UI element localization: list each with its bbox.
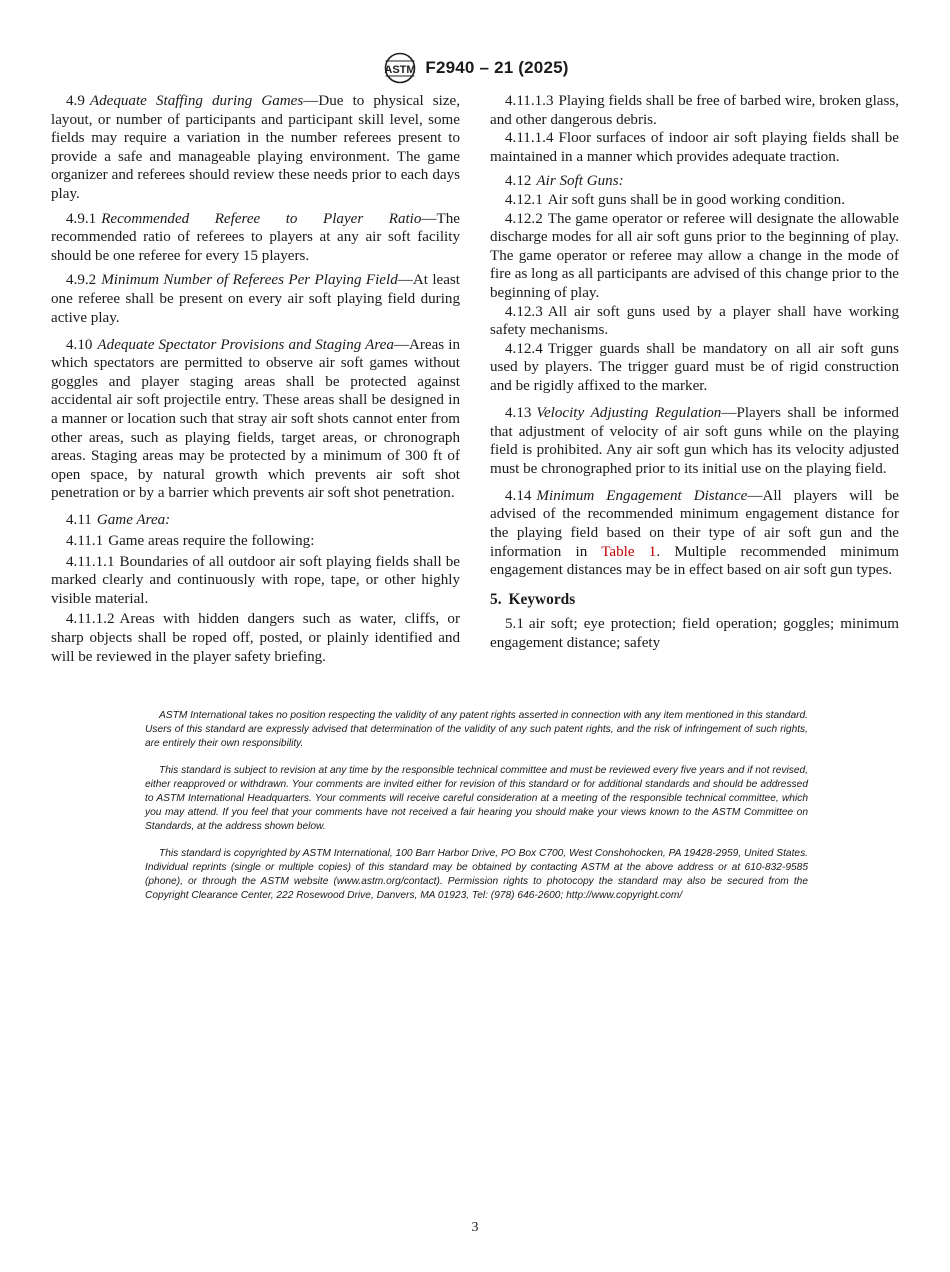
section-text: . Multiple recommended minimum engagement distances may be in effect based on air soft gun types.	[490, 543, 899, 579]
section-text: Areas in which spectators are permitted to observe air soft games without goggles and player staging areas shall be protected against accidental air soft projectile entry. These areas shall be designed in a manner or location such that stray air soft shots cannot enter from other areas, such as playing fields, target areas, or chronograph areas. Staging areas may be protected by a minimum of 300 ft of open space, by natural growth which prevents air soft shot penetration or by a barrier which prevents air soft shot penetration.	[51, 336, 460, 502]
copyright-notice: This standard is copyrighted by ASTM International, 100 Barr Harbor Drive, PO Box C700, West Conshohocken, PA 19428-2959, United States. Individual reprints (single or multiple copies) of this standard may be obtained by contacting ASTM at the above address or at 610-832-9585 (phone), or through the ASTM website (www.astm.org/contact). Permission rights to photocopy the standard may also be secured from the Copyright Clearance Center, 222 Rosewood Drive, Danvers, MA 01923, Tel: (978) 646-2600; http://www.copyright.com/	[145, 848, 808, 901]
section-text: air soft; eye protection; field operation; goggles; minimum engagement distance; safety	[490, 616, 899, 652]
section-number: 4.9.1	[66, 210, 97, 227]
section-4-11	[51, 511, 460, 530]
section-number: 4.11.1.1	[66, 553, 115, 570]
section-4-11-1	[51, 532, 460, 551]
section-4-11-1-3	[490, 92, 899, 129]
section-number: 4.12	[505, 173, 532, 190]
section-number: 4.12.2	[505, 210, 543, 227]
dash: —	[747, 487, 763, 504]
section-text: Trigger guards shall be mandatory on all air soft guns used by players. The trigger guard must be of rigid construction and be rigidly affixed to the marker.	[490, 340, 899, 394]
section-text: All players will be advised of the recommended minimum engagement distance for the playing field based on their type of air soft gun and the information in	[490, 487, 899, 560]
dash: —	[303, 93, 319, 109]
section-number: 4.13	[505, 405, 532, 421]
section-number: 4.12.4	[505, 340, 543, 357]
section-number: 4.10	[66, 336, 93, 353]
section-5-1	[490, 615, 899, 652]
astm-logo-icon	[381, 52, 419, 84]
section-4-12-1	[490, 191, 899, 210]
dash: —	[393, 336, 409, 353]
section-number: 4.11.1.4	[505, 130, 554, 147]
dash: —	[421, 210, 437, 227]
section-number: 4.14	[505, 487, 532, 504]
section-4-13	[490, 404, 899, 478]
section-title: Minimum Engagement Distance	[536, 487, 748, 504]
dash: —	[721, 405, 737, 421]
section-text: Due to physical size, layout, or number of participants and participant skill level, some fields may require a variation in the number referees present to provide a safe and manageable playing environment. The game organizer and referees should review these needs prior to each days play.	[51, 93, 460, 202]
section-number: 4.9	[66, 93, 85, 109]
section-number: 4.11.1	[66, 533, 104, 550]
section-text: All air soft guns used by a player shall have working safety mechanisms.	[490, 303, 899, 339]
section-4-12	[490, 172, 899, 191]
section-title: Adequate Spectator Provisions and Staging Area	[97, 336, 394, 353]
page-header	[0, 52, 950, 84]
section-4-11-1-4	[490, 129, 899, 166]
revision-notice: This standard is subject to revision at any time by the responsible technical committee and must be reviewed every five years and if not revised, either reapproved or withdrawn. Your comments are invited either for revision of this standard or for additional standards and should be addressed to ASTM International Headquarters. Your comments will receive careful consideration at a meeting of the responsible technical committee, which you may attend. If you feel that your comments have not received a fair hearing you should make your views known to the ASTM Committee on Standards, at the address shown below.	[145, 765, 808, 832]
heading-number: 5.	[490, 590, 502, 608]
keywords-heading	[490, 591, 899, 610]
section-4-9	[51, 92, 460, 204]
section-4-10	[51, 336, 460, 503]
heading-title: Keywords	[508, 590, 576, 608]
section-number: 4.11.1.2	[66, 611, 115, 628]
section-number: 4.12.3	[505, 303, 543, 320]
table-1-link[interactable]: Table 1	[601, 543, 657, 560]
section-title: Adequate Staffing during Games	[89, 93, 304, 109]
left-column	[51, 92, 460, 666]
section-title: Recommended Referee to Player Ratio	[101, 210, 422, 227]
section-number: 4.12.1	[505, 191, 543, 208]
section-text: Air soft guns shall be in good working condition.	[547, 191, 845, 208]
section-4-9-1	[51, 210, 460, 266]
section-4-9-2	[51, 271, 460, 327]
section-4-11-1-1	[51, 553, 460, 609]
section-text: Players shall be informed that adjustment of velocity of air soft guns while on the playing field is prohibited. Any air soft gun which has its velocity adjusted must be chronographed prior to its initial use on the playing field.	[490, 405, 899, 477]
section-text: Areas with hidden dangers such as water, cliffs, or sharp objects shall be roped off, posted, or plainly identified and will be reviewed in the player safety briefing.	[51, 611, 460, 665]
patent-notice: ASTM International takes no position respecting the validity of any patent rights asserted in connection with any item mentioned in this standard. Users of this standard are expressly advised that determination of the validity of any such patent rights, and the risk of infringement of such rights, are entirely their own responsibility.	[145, 710, 808, 749]
svg-text:ASTM: ASTM	[384, 64, 416, 76]
section-number: 4.9.2	[66, 272, 97, 289]
section-number: 4.11.1.3	[505, 93, 554, 109]
section-text: The recommended ratio of referees to players at any air soft facility should be one referee for every 15 players.	[51, 210, 460, 264]
section-4-12-3	[490, 303, 899, 340]
section-text: The game operator or referee will designate the allowable discharge modes for all air soft guns prior to the beginning of play. The game operator or referee may allow a change in the mode of fire as long as all participants are advised of this change prior to the beginning of play.	[490, 210, 899, 301]
section-text: At least one referee shall be present on every air soft playing field during active play.	[51, 272, 460, 326]
dash: —	[397, 272, 413, 289]
section-4-14	[490, 487, 899, 580]
section-4-11-1-2	[51, 610, 460, 666]
document-id: F2940 – 21 (2025)	[425, 58, 569, 77]
legal-notices	[145, 709, 808, 917]
section-text: Floor surfaces of indoor air soft playing fields shall be maintained in a manner which provides adequate traction.	[490, 130, 899, 165]
section-title: Air Soft Guns:	[536, 173, 624, 190]
section-text: Boundaries of all outdoor air soft playing fields shall be marked clearly and continuously with rope, tape, or other highly visible material.	[51, 553, 460, 607]
right-column	[490, 92, 899, 653]
section-text: Playing fields shall be free of barbed wire, broken glass, and other dangerous debris.	[490, 93, 899, 128]
section-4-12-4	[490, 340, 899, 396]
section-title: Minimum Number of Referees Per Playing Field	[101, 272, 398, 289]
section-title: Velocity Adjusting Regulation	[536, 405, 722, 421]
section-4-12-2	[490, 210, 899, 303]
section-number: 4.11	[66, 512, 92, 529]
section-title: Game Area:	[96, 512, 171, 529]
page-number: 3	[471, 1220, 479, 1235]
section-number: 5.1	[505, 616, 524, 633]
section-text: Game areas require the following:	[108, 533, 315, 550]
